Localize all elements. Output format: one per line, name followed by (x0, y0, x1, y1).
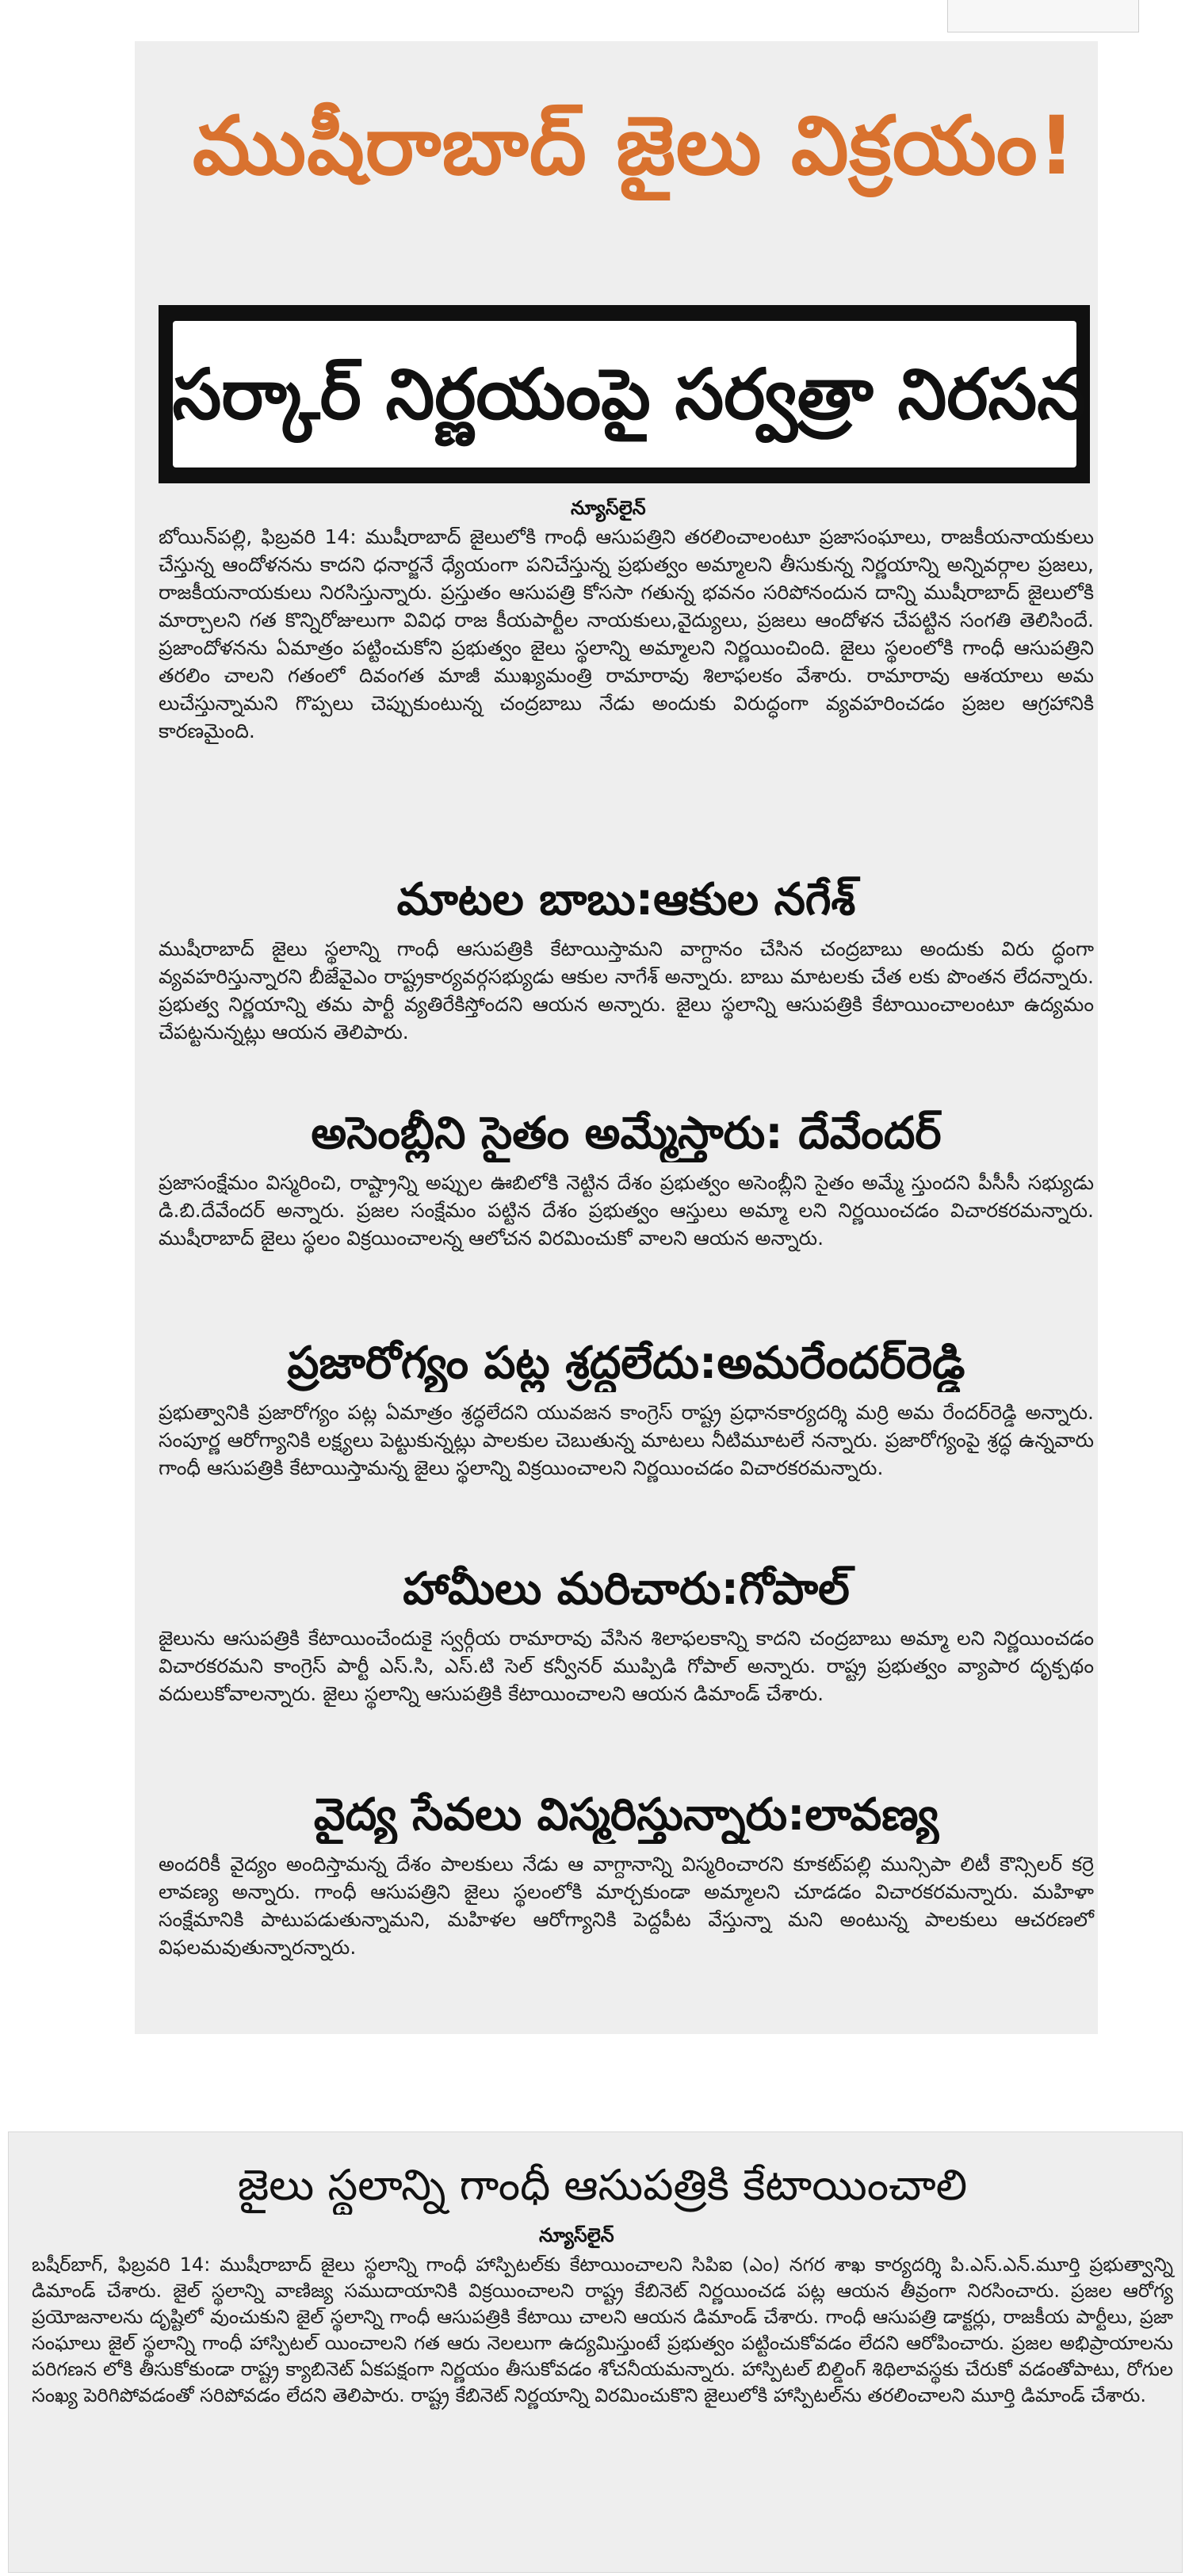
banner-text: సర్కార్ నిర్ణయంపై సర్వత్రా నిరసన (173, 321, 1076, 467)
byline: న్యూస్‌లైన్ (571, 497, 646, 519)
section-body: ముషీరాబాద్ జైలు స్థలాన్ని గాంధీ ఆసుపత్రికి కేటాయిస్తామని వాగ్దానం చేసిన చంద్రబాబు అందుకు విరు ద్ధంగా వ్యవహరిస్తున్నారని బీజేవైఎం రాష్ట్రకార్యవర్గసభ్యుడు ఆకుల నాగేశ్ అన్నారు. బాబు మాటలకు చేత లకు పొంతన లేదన్నారు. ప్రభుత్వ నిర్ణయాన్ని తమ పార్టీ వ్యతిరేకిస్తోందని ఆయన అన్నారు. జైలు స్థలాన్ని ఆసుపత్రికి కేటాయించాలంటూ ఉద్యమం చేపట్టనున్నట్లు ఆయన తెలిపారు. (159, 937, 1094, 1044)
bottom-body: బషీర్‌బాగ్, ఫిబ్రవరి 14: ముషీరాబాద్ జైలు స్థలాన్ని గాంధీ హాస్పిటల్‌కు కేటాయించాలని సిపిఐ (ఎం) నగర శాఖ కార్యదర్శి పి.ఎస్.ఎన్.మూర్తి ప్రభుత్వాన్ని డిమాండ్ చేశారు. జైల్ స్థలాన్ని వాణిజ్య సముదాయానికి విక్రయించాలని రాష్ట్ర కేబినెట్ నిర్ణయించడ పట్ల ఆయన తీవ్రంగా నిరసించారు. ప్రజల ఆరోగ్య ప్రయోజనాలను దృష్టిలో వుంచుకుని జైల్ స్థలాన్ని గాంధీ ఆసుపత్రికి కేటాయి చాలని ఆయన డిమాండ్ చేశారు. గాంధీ ఆసుపత్రి డాక్టర్లు, రాజకీయ పార్టీలు, ప్రజా సంఘాలు జైల్ స్థలాన్ని గాంధీ హాస్పిటల్ యించాలని గత ఆరు నెలలుగా ఉద్యమిస్తుంటే ప్రభుత్వం పట్టించుకోవడం లేదని ఆరోపించారు. ప్రజల అభిప్రాయాలను పరిగణన లోకి తీసుకోకుండా రాష్ట్ర క్యాబినెట్ ఏకపక్షంగా నిర్ణయం తీసుకోవడం శోచనీయమన్నారు. హాస్పిటల్ బిల్డింగ్ శిథిలావస్థకు చేరుకో వడంతోపాటు, రోగుల సంఖ్య పెరిగిపోవడంతో సరిపోవడం లేదని తెలిపారు. రాష్ట్ర కేబినెట్ నిర్ణయాన్ని విరమించుకొని జైలులోకి హాస్పిటల్‌ను తరలించాలని మూర్తి డిమాండ్ చేశారు. (32, 2254, 1173, 2406)
adjacent-clipping-edge (947, 0, 1139, 32)
bottom-byline: న్యూస్‌లైన్ (539, 2224, 614, 2246)
section-heading: మాటల బాబు:ఆకుల నగేశ్ (396, 874, 856, 925)
section-body: ప్రభుత్వానికి ప్రజారోగ్యం పట్ల ఏమాత్రం శ్రద్ధలేదని యువజన కాంగ్రెస్ రాష్ట్ర ప్రధానకార్యదర్శి మర్రి అమ రేందర్‌రెడ్డి అన్నారు. సంపూర్ణ ఆరోగ్యానికి లక్ష్యలు పెట్టుకున్నట్లు పాలకుల చెబుతున్న మాటలు నీటిమూటలే నన్నారు. ప్రజారోగ్యంపై శ్రద్ధ ఉన్నవారు గాంధీ ఆసుపత్రికి కేటాయిస్తామన్న జైలు స్థలాన్ని విక్రయించాలని నిర్ణయించడం విచారకరమన్నారు. (159, 1401, 1094, 1479)
headline-banner (159, 305, 1090, 483)
main-headline: ముషీరాబాద్ జైలు విక్రయం! (192, 99, 1076, 193)
section-heading: హామీలు మరిచారు:గోపాల్ (403, 1563, 850, 1615)
bottom-headline: జైలు స్థలాన్ని గాంధీ ఆసుపత్రికి కేటాయించాలి (237, 2160, 968, 2210)
section-heading: అసెంబ్లీని సైతం అమ్మేస్తారు: దేవేందర్ (311, 1108, 942, 1159)
section-heading: ప్రజారోగ్యం పట్ల శ్రద్ధలేదు:అమరేందర్‌రెడ్డి (287, 1338, 965, 1389)
section-body: అందరికీ వైద్యం అందిస్తామన్న దేశం పాలకులు నేడు ఆ వాగ్దానాన్ని విస్మరించారని కూకట్‌పల్లి మున్సిపా లిటీ కౌన్సిలర్ కర్రె లావణ్య అన్నారు. గాంధీ ఆసుపత్రిని జైలు స్థలంలోకి మార్చకుండా అమ్మాలని చూడడం విచారకరమన్నారు. మహిళా సంక్షేమానికి పాటుపడుతున్నామని, మహిళల ఆరోగ్యానికి పెద్దపీట వేస్తున్నా మని అంటున్న పాలకులు ఆచరణలో విఫలమవుతున్నారన్నారు. (159, 1853, 1094, 1959)
section-body: జైలును ఆసుపత్రికి కేటాయించేందుకై స్వర్గీయ రామారావు వేసిన శిలాఫలకాన్ని కాదని చంద్రబాబు అమ్మా లని నిర్ణయించడం విచారకరమని కాంగ్రెస్ పార్టీ ఎస్.సి, ఎస్.టి సెల్ కన్వీనర్ ముప్పిడి గోపాల్ అన్నారు. రాష్ట్ర ప్రభుత్వం వ్యాపార దృక్పథం వదులుకోవాలన్నారు. జైలు స్థలాన్ని ఆసుపత్రికి కేటాయించాలని ఆయన డిమాండ్ చేశారు. (159, 1627, 1094, 1705)
section-heading: వైద్య సేవలు విస్మరిస్తున్నారు:లావణ్య (313, 1789, 939, 1841)
section-body: ప్రజాసంక్షేమం విస్మరించి, రాష్ట్రాన్ని అప్పుల ఊబిలోకి నెట్టిన దేశం ప్రభుత్వం అసెంబ్లీని సైతం అమ్మే స్తుందని పీసీసీ సభ్యుడు డి.బి.దేవేందర్ అన్నారు. ప్రజల సంక్షేమం పట్టిన దేశం ప్రభుత్వం ఆస్తులు అమ్మా లని నిర్ణయించడం విచారకరమన్నారు. ముషీరాబాద్ జైలు స్థలం విక్రయించాలన్న ఆలోచన విరమించుకో వాలని ఆయన అన్నారు. (159, 1171, 1094, 1250)
intro-paragraph: బోయిన్‌పల్లి, ఫిబ్రవరి 14: ముషీరాబాద్ జైలులోకి గాంధీ ఆసుపత్రిని తరలించాలంటూ ప్రజాసంఘాలు, రాజకీయనాయకులు చేస్తున్న ఆందోళనను కాదని ధనార్జనే ధ్యేయంగా పనిచేస్తున్న ప్రభుత్వం అమ్మాలని తీసుకున్న నిర్ణయాన్ని అన్నివర్గాల ప్రజలు, రాజకీయనాయకులు నిరసిస్తున్నారు. ప్రస్తుతం ఆసుపత్రి కోససా గతున్న భవనం సరిపోనందున దాన్ని ముషీరాబాద్ జైలులోకి మార్చాలని గత కొన్నిరోజులుగా వివిధ రాజ కీయపార్టీల నాయకులు,వైద్యులు, ప్రజలు ఆందోళన చేపట్టిన సంగతి తెలిసిందే. ప్రజాందోళనను ఏమాత్రం పట్టించుకోని ప్రభుత్వం జైలు స్థలాన్ని అమ్మాలని నిర్ణయించింది. జైలు స్థలంలోకి గాంధీ ఆసుపత్రిని తరలిం చాలని గతంలో దివంగత మాజీ ముఖ్యమంత్రి రామారావు శిలాఫలకం వేశారు. రామారావు ఆశయాలు అమ లుచేస్తున్నామని గొప్పలు చెప్పుకుంటున్న చంద్రబాబు నేడు అందుకు విరుద్ధంగా వ్యవహరించడం ప్రజల ఆగ్రహానికి కారణమైంది. (159, 525, 1094, 742)
